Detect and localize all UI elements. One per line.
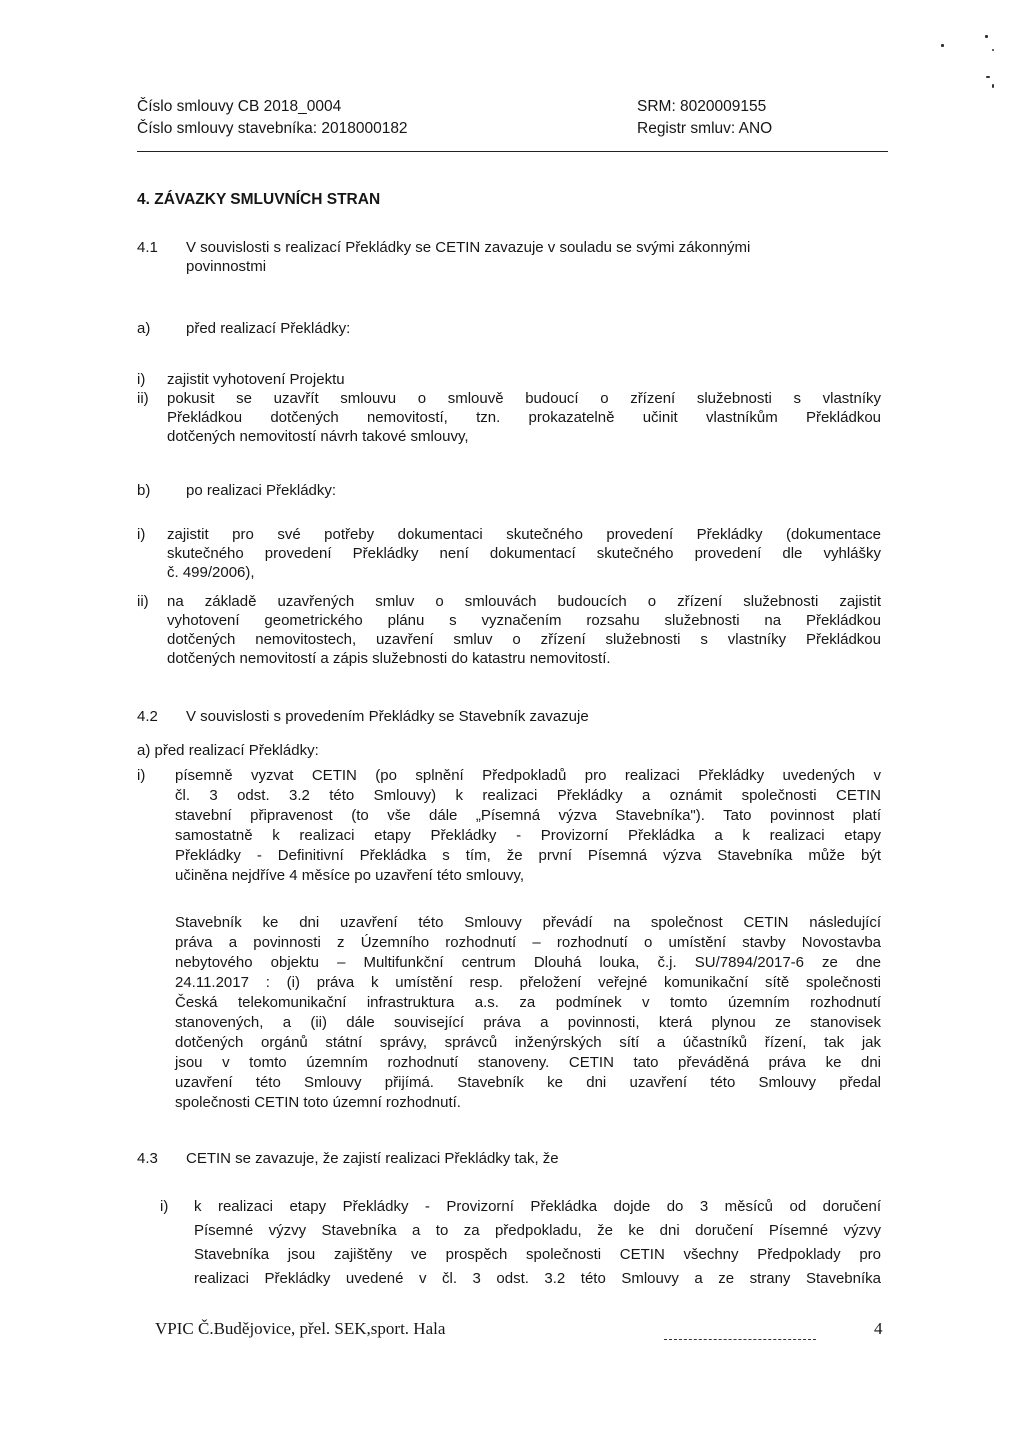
scan-speck bbox=[992, 49, 994, 51]
item-heading: před realizací Překládky: bbox=[186, 320, 351, 337]
footer-rule bbox=[664, 1339, 816, 1340]
paragraph-line: práva a povinnosti z Územního rozhodnutí – rozhodnutí o umístění stavby Novostavba bbox=[175, 934, 881, 951]
subitem-line: vyhotovení geometrického plánu s vyznačením rozsahu služebnosti na Překládkou bbox=[167, 612, 881, 629]
subitem-line: na základě uzavřených smluv o smlouvách budoucích o zřízení služebnosti zajistit bbox=[167, 593, 881, 610]
paragraph-line: společnosti CETIN toto územní rozhodnutí. bbox=[175, 1094, 461, 1111]
subitem-line: čl. 3 odst. 3.2 této Smlouvy) k realizaci Překládky a oznámit společnosti CETIN bbox=[175, 787, 881, 804]
paragraph-line: dotčených orgánů státní správy, správců inženýrských sítí a účastníků řízení, tak jak bbox=[175, 1034, 881, 1051]
subitem-line: pokusit se uzavřít smlouvu o smlouvě budoucí o zřízení služebnosti s vlastníky bbox=[167, 390, 881, 407]
subitem-line: č. 499/2006), bbox=[167, 564, 255, 581]
scan-speck bbox=[985, 35, 988, 38]
subitem-number: i) bbox=[137, 767, 146, 784]
scan-speck bbox=[941, 44, 944, 47]
item-label: a) bbox=[137, 320, 151, 337]
subitem-line: k realizaci etapy Překládky - Provizorní Překládka dojde do 3 měsíců od doručení bbox=[194, 1198, 881, 1215]
item-label: b) bbox=[137, 482, 151, 499]
subitem-text: zajistit vyhotovení Projektu bbox=[167, 371, 345, 388]
subitem-line: realizaci Překládky uvedené v čl. 3 odst. 3.2 této Smlouvy a ze strany Stavebníka bbox=[194, 1270, 881, 1287]
registry-status: Registr smluv: ANO bbox=[637, 120, 773, 137]
header-rule bbox=[137, 151, 888, 152]
subitem-line: dotčených nemovitostech, uzavření smluv o zřízení služebnosti s vlastníky Překládkou bbox=[167, 631, 881, 648]
subitem-line: Stavebníka jsou zajištěny ve prospěch společnosti CETIN všechny Předpoklady pro bbox=[194, 1246, 881, 1263]
item-heading: a) před realizací Překládky: bbox=[137, 742, 319, 759]
scan-speck bbox=[992, 84, 994, 88]
subitem-line: dotčených nemovitostí a zápis služebnosti do katastru nemovitostí. bbox=[167, 650, 611, 667]
subitem-line: Překládky - Definitivní Překládka s tím, že první Písemná výzva Stavebníka může být bbox=[175, 847, 881, 864]
paragraph-line: Stavebník ke dni uzavření této Smlouvy převádí na společnost CETIN následující bbox=[175, 914, 881, 931]
clause-text: V souvislosti s provedením Překládky se Stavebník zavazuje bbox=[186, 708, 589, 725]
subitem-line: dotčených nemovitostí návrh takové smlouvy, bbox=[167, 428, 469, 445]
paragraph-line: Česká telekomunikační infrastruktura a.s. za podmínek v tomto územním rozhodnutí bbox=[175, 994, 881, 1011]
clause-number: 4.2 bbox=[137, 708, 158, 725]
subitem-line: učiněna nejdříve 4 měsíce po uzavření této smlouvy, bbox=[175, 867, 525, 884]
footer-project-name: VPIC Č.Budějovice, přel. SEK,sport. Hala bbox=[155, 1319, 446, 1338]
clause-number: 4.1 bbox=[137, 239, 158, 256]
paragraph-line: uzavření této Smlouvy přijímá. Stavebník ke dni uzavření této Smlouvy předal bbox=[175, 1074, 881, 1091]
clause-number: 4.3 bbox=[137, 1150, 158, 1167]
paragraph-line: nebytového objektu – Multifunkční centrum Dlouhá louka, č.j. SU/7894/2017-6 ze dne bbox=[175, 954, 881, 971]
subitem-line: Překládkou dotčených nemovitostí, tzn. prokazatelně učinit vlastníkům Překládkou bbox=[167, 409, 881, 426]
srm-number: SRM: 8020009155 bbox=[637, 98, 767, 115]
page-number: 4 bbox=[874, 1319, 883, 1338]
section-title: 4. ZÁVAZKY SMLUVNÍCH STRAN bbox=[137, 191, 381, 208]
subitem-number: i) bbox=[137, 371, 146, 388]
subitem-line: písemně vyzvat CETIN (po splnění Předpokladů pro realizaci Překládky uvedených v bbox=[175, 767, 881, 784]
builder-contract-number: Číslo smlouvy stavebníka: 2018000182 bbox=[137, 120, 408, 137]
clause-text: CETIN se zavazuje, že zajistí realizaci Překládky tak, že bbox=[186, 1150, 559, 1167]
clause-text: V souvislosti s realizací Překládky se CETIN zavazuje v souladu se svými zákonnými bbox=[186, 239, 751, 256]
paragraph-line: stanovených, a (ii) dále související práva a povinnosti, která plynou ze stanovisek bbox=[175, 1014, 881, 1031]
subitem-number: i) bbox=[137, 526, 146, 543]
subitem-line: zajistit pro své potřeby dokumentaci skutečného provedení Překládky (dokumentace bbox=[167, 526, 881, 543]
subitem-line: Písemné výzvy Stavebníka a to za předpokladu, že ke dni doručení Písemné výzvy bbox=[194, 1222, 881, 1239]
subitem-line: stavební připravenost (to vše dále „Písemná výzva Stavebníka"). Tato povinnost platí bbox=[175, 807, 881, 824]
item-heading: po realizaci Překládky: bbox=[186, 482, 337, 499]
subitem-number: ii) bbox=[137, 390, 149, 407]
contract-number: Číslo smlouvy CB 2018_0004 bbox=[137, 98, 342, 115]
subitem-number: ii) bbox=[137, 593, 149, 610]
paragraph-line: 24.11.2017 : (i) práva k umístění resp. přeložení veřejné komunikační sítě společnosti bbox=[175, 974, 881, 991]
paragraph-line: jsou v tomto územním rozhodnutí stanoveny. CETIN tato převáděná práva ke dni bbox=[175, 1054, 881, 1071]
scan-speck bbox=[986, 76, 990, 78]
subitem-line: samostatně k realizaci etapy Překládky - Provizorní Překládka a k realizaci etapy bbox=[175, 827, 881, 844]
clause-text: povinnostmi bbox=[186, 258, 267, 275]
subitem-number: i) bbox=[160, 1198, 169, 1215]
subitem-line: skutečného provedení Překládky není dokumentací skutečného provedení dle vyhlášky bbox=[167, 545, 881, 562]
